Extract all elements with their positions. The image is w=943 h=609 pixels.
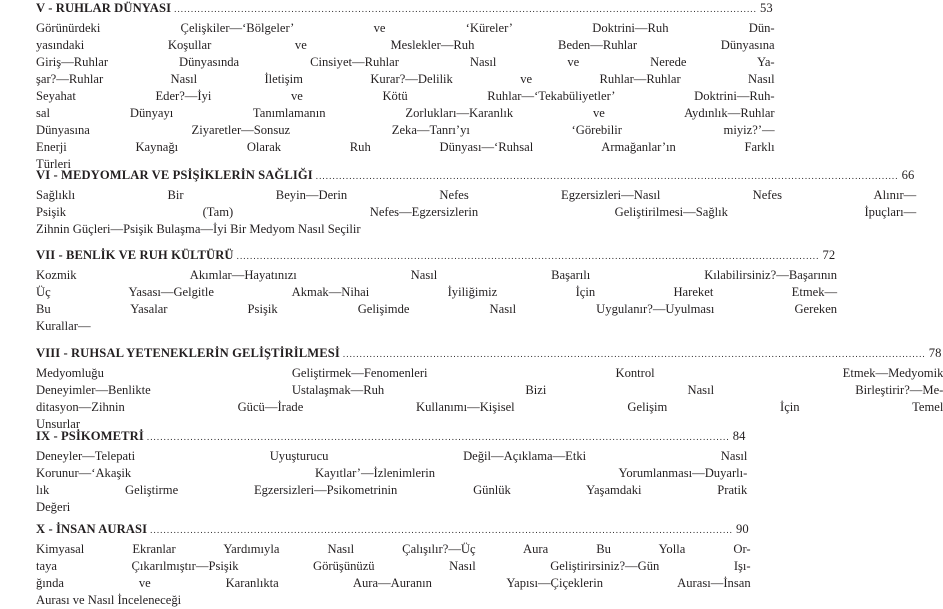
summary-line: Medyomluğu Geliştirmek—Fenomenleri Kontrol Etmek—Medyomik [36,366,943,380]
summary-line: Korunur—‘Akaşik Kayıtlar’—İzlenimlerin Yorumlanması—Duyarlı- [36,466,748,480]
summary-line: Aurası ve Nasıl İnceleneceği [36,593,182,607]
summary-line: Bu Yasalar Psişik Gelişimde Nasıl Uygulanır?—Uyulması Gereken [36,302,838,316]
dot-leader [237,248,820,264]
summary-line: Değeri [36,500,71,514]
toc-section-6 [36,167,916,238]
dot-leader [343,346,926,362]
summary-line: Psişik (Tam) Nefes—Egzersizlerin Geliştirilmesi—Sağlık İpuçları— [36,205,917,219]
page-number: 72 [822,248,836,262]
page-number: 53 [760,1,773,15]
page-number: 78 [928,346,942,360]
section-heading[interactable] [36,428,747,445]
section-heading[interactable] [36,521,751,538]
toc-section-5 [36,0,775,173]
summary-line: taya Çıkarılmıştır—Psişik Görüşünüzü Nasıl Geliştirirsiniz?—Gün Işı- [36,559,751,573]
summary-line: ğında ve Karanlıkta Aura—Auranın Yapısı—Çiçeklerin Aurası—İnsan [36,576,751,590]
section-heading[interactable] [36,345,943,362]
section-title: VIII - RUHSAL YETENEKLERİN GELİŞTİRİLMESİ [36,346,340,360]
summary-line: Üç Yasası—Gelgitle Akmak—Nihai İyiliğimiz İçin Hareket Etmek— [36,285,838,299]
summary-line: Türleri [36,157,71,171]
section-title: VI - MEDYOMLAR VE PSİŞİKLERİN SAĞLIĞI [36,168,313,182]
summary-line: Seyahat Eder?—İyi ve Kötü Ruhlar—‘Tekabüliyetler’ Doktrini—Ruh- [36,89,775,103]
dot-leader [147,429,730,445]
summary-line: Kurallar— [36,319,91,333]
summary-line: Dünyasına Ziyaretler—Sonsuz Zeka—Tanrı’yı ‘Görebilir miyiz?’— [36,123,775,137]
toc-section-8 [36,345,943,433]
section-summary [36,20,775,173]
summary-line: Unsurlar [36,417,81,431]
page-number: 84 [732,429,746,443]
page-number: 66 [901,168,915,182]
section-summary [36,448,747,516]
section-summary [36,267,837,335]
summary-line: şar?—Ruhlar Nasıl İletişim Kurar?—Delilik ve Ruhlar—Ruhlar Nasıl [36,72,775,86]
toc-section-7 [36,247,837,335]
summary-line: Deneyler—Telepati Uyuşturucu Değil—Açıklama—Etki Nasıl [36,449,748,463]
dot-leader [316,168,899,184]
section-summary [36,541,751,609]
section-heading[interactable] [36,167,916,184]
section-heading[interactable] [36,247,837,264]
dot-leader [150,522,733,538]
summary-line: Kimyasal Ekranlar Yardımıyla Nasıl Çalışılır?—Üç Aura Bu Yolla Or- [36,542,751,556]
page-number: 90 [736,522,749,536]
summary-line: Giriş—Ruhlar Dünyasında Cinsiyet—Ruhlar Nasıl ve Nerede Ya- [36,55,775,69]
section-summary [36,365,943,433]
section-title: VII - BENLİK VE RUH KÜLTÜRÜ [36,248,234,262]
summary-line: Sağlıklı Bir Beyin—Derin Nefes Egzersizleri—Nasıl Nefes Alınır— [36,188,917,202]
summary-line: Kozmik Akımlar—Hayatınızı Nasıl Başarılı Kılabilirsiniz?—Başarının [36,268,838,282]
section-summary [36,187,916,238]
toc-section-10 [36,521,751,609]
section-title: X - İNSAN AURASI [36,522,148,536]
summary-line: yasındaki Koşullar ve Meslekler—Ruh Beden—Ruhlar Dünyasına [36,38,775,52]
section-title: IX - PSİKOMETRİ [36,429,144,443]
summary-line: lık Geliştirme Egzersizleri—Psikometrinin Günlük Yaşamdaki Pratik [36,483,748,497]
summary-line: Deneyimler—Benlikte Ustalaşmak—Ruh Bizi Nasıl Birleştirir?—Me- [36,383,943,397]
summary-line: Enerji Kaynağı Olarak Ruh Dünyası—‘Ruhsal Armağanlar’ın Farklı [36,140,775,154]
section-title: V - RUHLAR DÜNYASI [36,1,172,15]
summary-line: Zihnin Güçleri—Psişik Bulaşma—İyi Bir Medyom Nasıl Seçilir [36,222,361,236]
toc-section-9 [36,428,747,516]
section-heading[interactable] [36,0,775,17]
dot-leader [174,1,757,17]
summary-line: Görünürdeki Çelişkiler—‘Bölgeler’ ve ‘Küreler’ Doktrini—Ruh Dün- [36,21,775,35]
summary-line: sal Dünyayı Tanımlamanın Zorlukları—Karanlık ve Aydınlık—Ruhlar [36,106,775,120]
summary-line: ditasyon—Zihnin Gücü—İrade Kullanımı—Kişisel Gelişim İçin Temel [36,400,943,414]
